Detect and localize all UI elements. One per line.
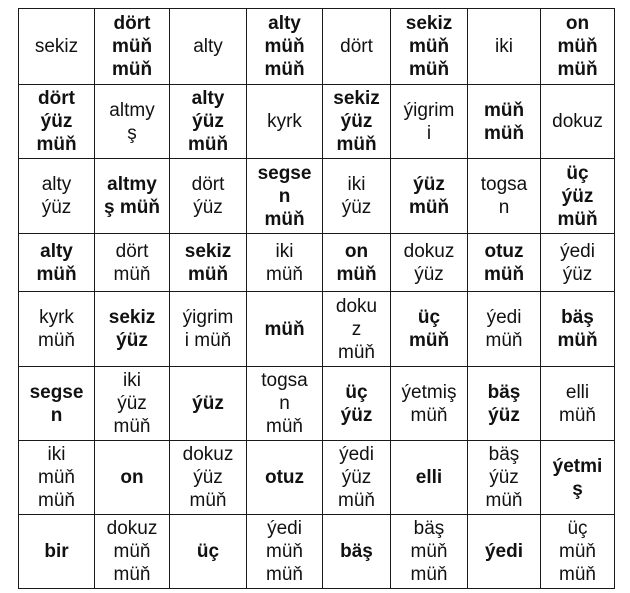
grid-cell: ýedi: [468, 515, 541, 589]
grid-cell: dört ýüz müň: [19, 85, 95, 159]
grid-cell: segse n: [19, 367, 95, 441]
grid-cell: dört ýüz: [170, 159, 247, 234]
grid-cell: sekiz müň: [170, 234, 247, 292]
grid-cell: dokuz ýüz: [391, 234, 468, 292]
grid-cell: bir: [19, 515, 95, 589]
grid-cell: altmy ş müň: [95, 159, 170, 234]
grid-cell: kyrk: [247, 85, 323, 159]
number-word-grid: [18, 8, 615, 589]
grid-cell: ýedi müň: [468, 292, 541, 367]
grid-cell: altmy ş: [95, 85, 170, 159]
grid-row: [19, 441, 615, 515]
grid-cell: iki müň: [247, 234, 323, 292]
grid-cell: alty: [170, 9, 247, 85]
grid-row: [19, 367, 615, 441]
grid-cell: iki müň müň: [19, 441, 95, 515]
grid-cell: dokuz müň müň: [95, 515, 170, 589]
grid-cell: ýetmi ş: [541, 441, 615, 515]
grid-cell: dokuz: [541, 85, 615, 159]
grid-cell: on: [95, 441, 170, 515]
grid-cell: togsa n müň: [247, 367, 323, 441]
grid-cell: üç ýüz: [323, 367, 391, 441]
grid-cell: sekiz: [19, 9, 95, 85]
grid-cell: togsa n: [468, 159, 541, 234]
grid-cell: on müň müň: [541, 9, 615, 85]
grid-cell: üç: [170, 515, 247, 589]
grid-cell: otuz: [247, 441, 323, 515]
grid-cell: otuz müň: [468, 234, 541, 292]
grid-cell: ýetmiş müň: [391, 367, 468, 441]
grid-cell: dört: [323, 9, 391, 85]
grid-cell: alty ýüz müň: [170, 85, 247, 159]
grid-cell: üç müň müň: [541, 515, 615, 589]
grid-row: [19, 515, 615, 589]
grid-cell: bäş müň: [541, 292, 615, 367]
grid-cell: alty müň: [19, 234, 95, 292]
grid-cell: sekiz müň müň: [391, 9, 468, 85]
grid-row: [19, 9, 615, 85]
grid-cell: ýigrim i müň: [170, 292, 247, 367]
grid-cell: sekiz ýüz müň: [323, 85, 391, 159]
grid-cell: iki ýüz müň: [95, 367, 170, 441]
grid-cell: kyrk müň: [19, 292, 95, 367]
grid-cell: bäş ýüz: [468, 367, 541, 441]
grid-cell: alty ýüz: [19, 159, 95, 234]
grid-cell: bäş müň müň: [391, 515, 468, 589]
grid-cell: bäş ýüz müň: [468, 441, 541, 515]
grid-cell: iki: [468, 9, 541, 85]
grid-cell: alty müň müň: [247, 9, 323, 85]
grid-cell: bäş: [323, 515, 391, 589]
grid-row: [19, 234, 615, 292]
grid-cell: ýedi ýüz müň: [323, 441, 391, 515]
grid-cell: ýigrim i: [391, 85, 468, 159]
grid-cell: ýedi ýüz: [541, 234, 615, 292]
grid-cell: üç ýüz müň: [541, 159, 615, 234]
grid-row: [19, 159, 615, 234]
grid-cell: üç müň: [391, 292, 468, 367]
grid-cell: iki ýüz: [323, 159, 391, 234]
grid-cell: dokuz ýüz müň: [170, 441, 247, 515]
grid-cell: sekiz ýüz: [95, 292, 170, 367]
grid-cell: müň: [247, 292, 323, 367]
grid-cell: elli müň: [541, 367, 615, 441]
grid-cell: dört müň müň: [95, 9, 170, 85]
grid-cell: müň müň: [468, 85, 541, 159]
grid-cell: segse n müň: [247, 159, 323, 234]
grid-cell: ýüz müň: [391, 159, 468, 234]
grid-row: [19, 292, 615, 367]
grid-row: [19, 85, 615, 159]
grid-cell: on müň: [323, 234, 391, 292]
grid-cell: ýüz: [170, 367, 247, 441]
grid-cell: elli: [391, 441, 468, 515]
grid-cell: dört müň: [95, 234, 170, 292]
grid-cell: ýedi müň müň: [247, 515, 323, 589]
grid-cell: doku z müň: [323, 292, 391, 367]
